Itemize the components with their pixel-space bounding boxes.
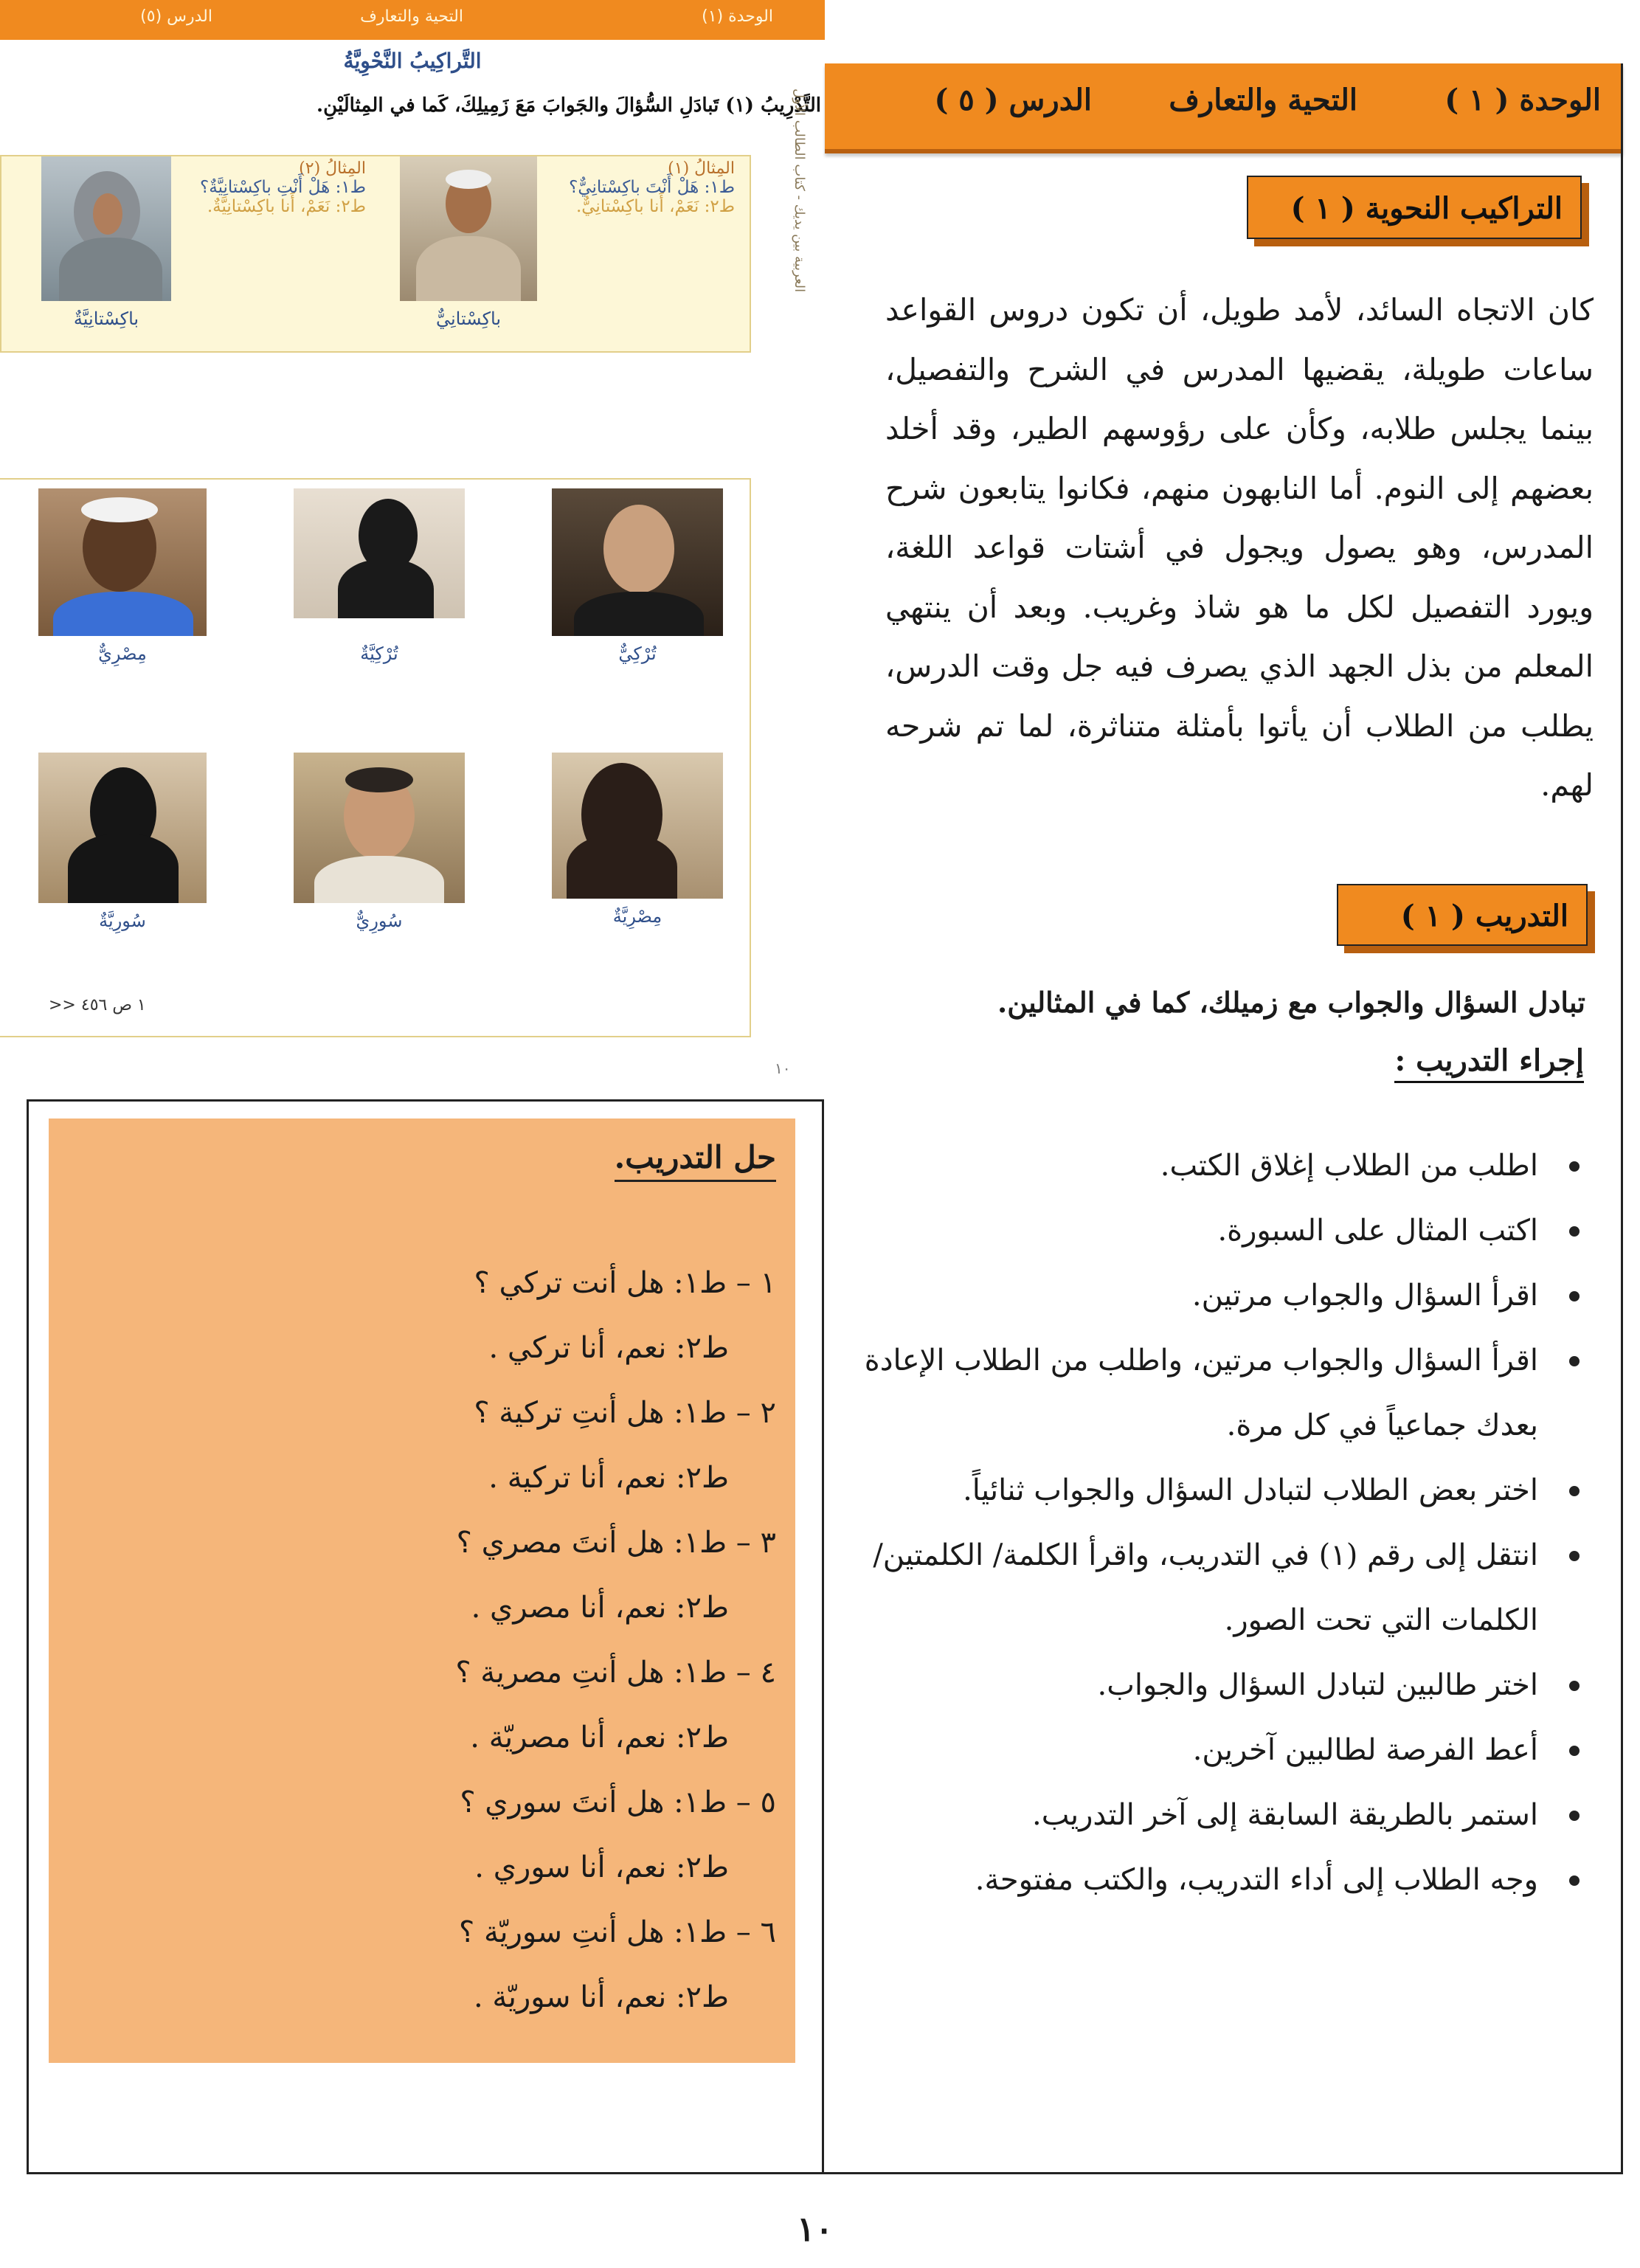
syrian-woman-photo <box>38 753 207 903</box>
sb-section-title: التَّراكِيبُ النَّحْوِيَّةُ <box>343 49 482 73</box>
solution-line: ط٢: نعم، أنا سوريّة . <box>473 1980 729 2014</box>
frame-right-border <box>1621 63 1623 2174</box>
egyptian-man-photo <box>38 488 207 636</box>
page-number: ١٠ <box>797 2209 834 2249</box>
turkish-man-photo <box>552 488 723 636</box>
caption-syrian-male: سُورِيٌّ <box>356 910 403 931</box>
unit-label: الوحدة ( ١ ) <box>1444 83 1601 117</box>
syrian-man-photo <box>294 753 465 903</box>
procedure-step: استمر بالطريقة السابقة إلى آخر التدريب. <box>846 1783 1584 1847</box>
sb-photo-grid <box>0 478 751 1037</box>
example-2-question: ط١: هَلْ أَنْتِ باكِسْتانِيَّةٌ؟ <box>200 178 366 197</box>
solution-line: ٥ – ط١: هل أنتَ سوري ؟ <box>460 1785 776 1819</box>
solution-line: ٤ – ط١: هل أنتِ مصرية ؟ <box>455 1656 776 1690</box>
example-2 <box>167 159 366 216</box>
caption-turkish-female: تُرْكِيَّةٌ <box>360 643 398 664</box>
unit-header-bar <box>825 63 1623 153</box>
solution-line: ٦ – ط١: هل أنتِ سوريّة ؟ <box>459 1915 776 1949</box>
sb-examples-box <box>0 155 751 353</box>
solution-box <box>49 1119 795 2063</box>
exercise-instruction: تبادل السؤال والجواب مع زميلك، كما في المثالين. <box>997 986 1585 1019</box>
sb-spine-text: العربية بين يديك - كتاب الطالب الأول <box>792 89 807 293</box>
solution-line: ٣ – ط١: هل أنتَ مصري ؟ <box>456 1526 776 1560</box>
procedure-step: اكتب المثال على السبورة. <box>846 1198 1584 1263</box>
procedure-step: اقرأ السؤال والجواب مرتين. <box>846 1263 1584 1328</box>
example-1-answer: ط٢: نَعَمْ، أَنا باكِسْتانِيٌّ. <box>575 197 735 216</box>
topic-label: التحية والتعارف <box>1169 83 1357 117</box>
pakistani-woman-photo <box>41 156 171 301</box>
caption-syrian-female: سُورِيَّةٌ <box>99 910 146 931</box>
caption-egyptian-female: مِصْرِيَّةٌ <box>612 906 662 927</box>
egyptian-woman-photo <box>552 753 723 899</box>
frame-column-divider <box>822 1099 824 2174</box>
frame-bottom-border <box>27 2172 1623 2174</box>
solution-line: ط٢: نعم، أنا مصري . <box>471 1591 729 1625</box>
caption-turkish-male: تُرْكِيٌّ <box>618 643 657 664</box>
solution-line: ط٢: نعم، أنا تركي . <box>488 1331 729 1365</box>
procedure-step: أعط الفرصة لطالبين آخرين. <box>846 1718 1584 1783</box>
sb-topic: التحية والتعارف <box>360 7 463 26</box>
turkish-woman-photo <box>294 488 465 618</box>
sb-lesson: الدرس (٥) <box>140 7 212 26</box>
example-1 <box>550 159 735 216</box>
procedure-step: انتقل إلى رقم (١) في التدريب، واقرأ الكلمة/ الكلمتين/ الكلمات التي تحت الصور. <box>846 1523 1584 1653</box>
procedure-step: اطلب من الطلاب إغلاق الكتب. <box>846 1133 1584 1198</box>
caption-egyptian-male: مِصْرِيٌّ <box>98 643 147 664</box>
procedure-title: إجراء التدريب : <box>1394 1043 1584 1083</box>
frame-top-divider <box>27 1099 823 1102</box>
example-1-question: ط١: هَلْ أَنْتَ باكِسْتانِيٌّ؟ <box>569 178 735 197</box>
sb-instruction: التَّدْرِيبُ (١) تَبادَلِ السُّؤالَ والجَوابَ مَعَ زَمِيلِكَ، كَما في المِثالَيْنِ. <box>316 94 821 117</box>
solution-title: حل التدريب. <box>615 1139 776 1182</box>
solution-line: ٢ – ط١: هل أنتِ تركية ؟ <box>474 1396 776 1430</box>
solution-line: ١ – ط١: هل أنت تركي ؟ <box>474 1266 776 1300</box>
example-2-label: المِثالُ (٢) <box>299 159 366 178</box>
procedure-steps <box>846 1133 1584 1912</box>
example-2-caption: باكِسْتانِيَّةٌ <box>73 308 139 329</box>
solution-line: ط٢: نعم، أنا مصريّة . <box>470 1721 729 1754</box>
student-book-header <box>0 0 825 40</box>
procedure-step: اختر طالبين لتبادل السؤال والجواب. <box>846 1653 1584 1718</box>
procedure-step: اختر بعض الطلاب لتبادل السؤال والجواب ثنائياً. <box>846 1458 1584 1523</box>
sb-page-number: ١٠ <box>775 1059 791 1077</box>
solution-line: ط٢: نعم، أنا سوري . <box>474 1850 729 1884</box>
pakistani-man-photo <box>400 156 537 301</box>
sb-unit: الوحدة (١) <box>702 7 773 26</box>
procedure-step: وجه الطلاب إلى أداء التدريب، والكتب مفتوحة. <box>846 1847 1584 1912</box>
frame-left-border <box>27 1099 29 2174</box>
example-1-label: المِثالُ (١) <box>668 159 735 178</box>
intro-paragraph: كان الاتجاه السائد، لأمد طويل، أن تكون دروس القواعد ساعات طويلة، يقضيها المدرس في الشرح والتفصيل، بينما يجلس طلابه، وكأن على رؤوسهم الطير، وقد أخلد بعضهم إلى النوم. أما النابهون منهم، فكانوا يتابعون شرح المدرس، وهو يصول ويجول في أشتات قواعد اللغة، ويورد التفصيل لكل ما هو شاذ وغريب. وبعد أن ينتهي المعلم من بذل الجهد الذي يصرف فيه جل وقت الدرس، يطلب من الطلاب أن يأتوا بأمثلة متناثرة، لما تم شرحه لهم. <box>885 292 1594 803</box>
lesson-label: الدرس ( ٥ ) <box>934 83 1092 117</box>
solution-line: ط٢: نعم، أنا تركية . <box>488 1461 729 1495</box>
sb-page-reference: >> ١ ص ٤٥٦ <box>49 996 146 1014</box>
example-2-answer: ط٢: نَعَمْ، أَنا باكِسْتانِيَّةٌ. <box>207 197 366 216</box>
example-1-caption: باكِسْتانِيٌّ <box>435 308 502 329</box>
exercise-section-title: التدريب ( ١ ) <box>1337 884 1588 946</box>
grammar-section-title: التراكيب النحوية ( ١ ) <box>1247 176 1582 239</box>
procedure-step: اقرأ السؤال والجواب مرتين، واطلب من الطلاب الإعادة بعدك جماعياً في كل مرة. <box>846 1328 1584 1458</box>
